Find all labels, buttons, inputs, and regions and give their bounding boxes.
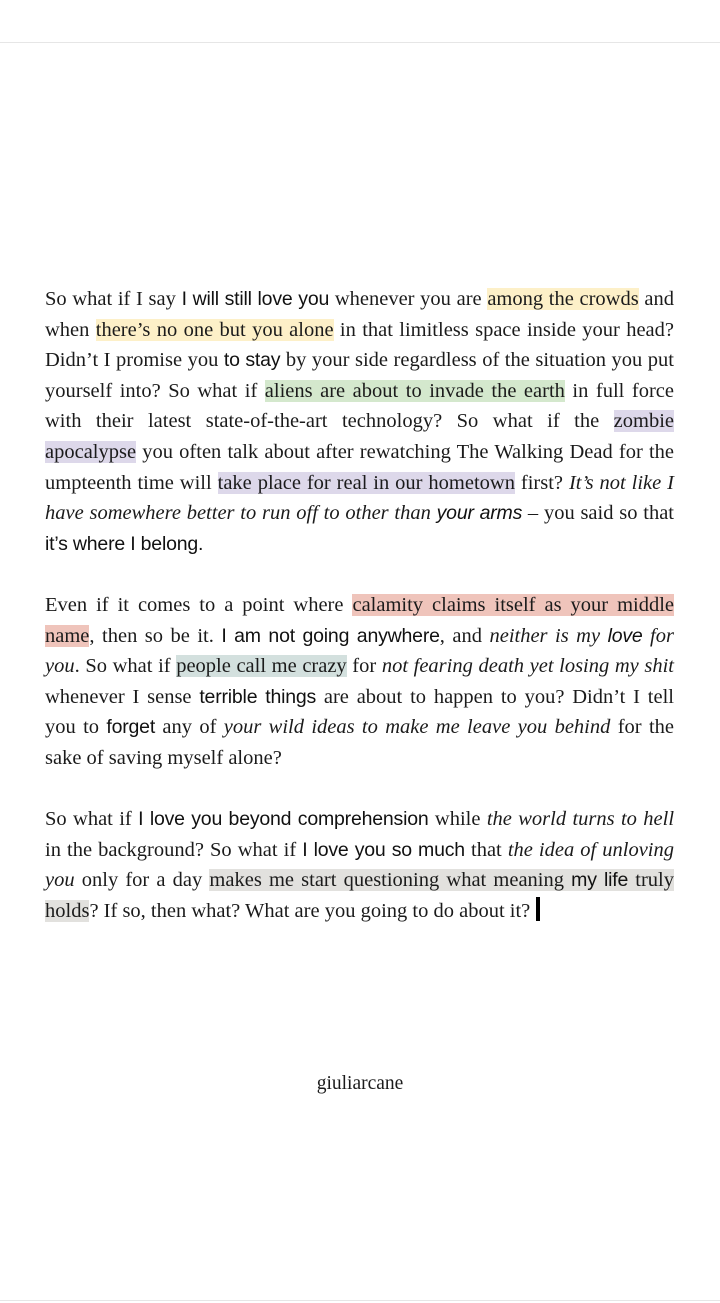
emphasis-segment: I love you so much <box>302 838 465 861</box>
emphasis-italic-segment: love <box>607 624 643 647</box>
highlight-yellow: there’s no one but you alone <box>95 318 334 341</box>
italic-segment: not fearing death yet losing my shit <box>381 655 674 678</box>
poem-paragraph <box>45 284 674 559</box>
emphasis-segment: forget <box>106 716 156 739</box>
highlight-purple: take place for real in our hometown <box>217 471 515 494</box>
highlight-red: calamity claims itself as your middle name <box>45 593 675 647</box>
text-segment: So what if I say <box>45 288 182 310</box>
text-segment: in the background? So what if <box>45 838 303 861</box>
emphasis-italic-segment: your arms <box>436 502 523 525</box>
text-segment: in that limitless space inside your head? Didn’t I promise you <box>45 318 674 372</box>
text-segment: while <box>428 808 487 831</box>
highlight-yellow: among the crowds <box>487 288 639 310</box>
text-segment: whenever you are <box>329 288 488 310</box>
text-segment: you often talk about after rewatching The Walking Dead for the umpteenth time will <box>45 440 674 494</box>
highlight-grey: truly holds <box>45 869 674 922</box>
text-segment: and when <box>45 288 674 341</box>
top-divider <box>0 42 720 43</box>
emphasis-segment: terrible things <box>199 685 317 708</box>
emphasis-segment: I will still love you <box>181 288 330 310</box>
emphasis-segment: to stay <box>223 349 281 372</box>
text-segment: first? <box>514 471 569 494</box>
highlight-grey: makes me start questioning what meaning <box>209 869 572 892</box>
author-signature: giuliarcane <box>316 1073 404 1094</box>
highlight-teal: people call me crazy <box>176 655 347 678</box>
text-segment: for the sake of saving myself alone? <box>45 716 674 769</box>
italic-segment: the world turns to hell <box>486 808 675 831</box>
text-segment: in full force with their latest state-of-the-art technology? So what if the <box>45 379 674 433</box>
bottom-divider <box>0 1300 720 1301</box>
emphasis-segment: it’s where I belong. <box>45 532 204 555</box>
text-segment: So what if <box>45 808 139 831</box>
text-segment: only for a day <box>74 869 210 892</box>
text-segment: , then so be it. <box>89 624 222 647</box>
text-segment: by your side regardless of the situation you put yourself into? So what if <box>45 349 674 402</box>
poem-paragraph <box>45 590 674 774</box>
italic-segment: for you <box>45 624 674 678</box>
emphasis-segment: I love you beyond comprehension <box>138 808 429 831</box>
text-segment: Even if it comes to a point where <box>45 593 353 616</box>
poem-paragraph <box>45 804 674 926</box>
text-segment: any of <box>155 716 224 739</box>
text-segment: are about to happen to you? Didn’t I tell you to <box>45 685 674 739</box>
text-segment: ? If so, then what? What are you going to do about it? <box>89 899 531 922</box>
highlight-purple: zombie apocalypse <box>45 410 674 463</box>
italic-segment: your wild ideas to make me leave you behind <box>223 716 611 739</box>
highlight-green: aliens are about to invade the earth <box>264 379 565 402</box>
text-cursor <box>536 897 540 921</box>
highlight-grey: my life <box>571 869 629 892</box>
text-segment: – you said so that <box>522 502 674 525</box>
text-segment: for <box>346 655 382 678</box>
text-segment: , and <box>439 624 490 647</box>
text-segment: . So what if <box>74 655 177 678</box>
emphasis-segment: I am not going anywhere <box>221 624 440 647</box>
text-segment: whenever I sense <box>45 685 200 708</box>
text-segment: that <box>464 838 508 861</box>
poem-body <box>45 284 674 926</box>
italic-segment: the idea of unloving you <box>45 838 675 892</box>
italic-segment: neither is my <box>489 624 608 647</box>
italic-segment: It’s not like I have somewhere better to run off to other than <box>45 471 674 525</box>
